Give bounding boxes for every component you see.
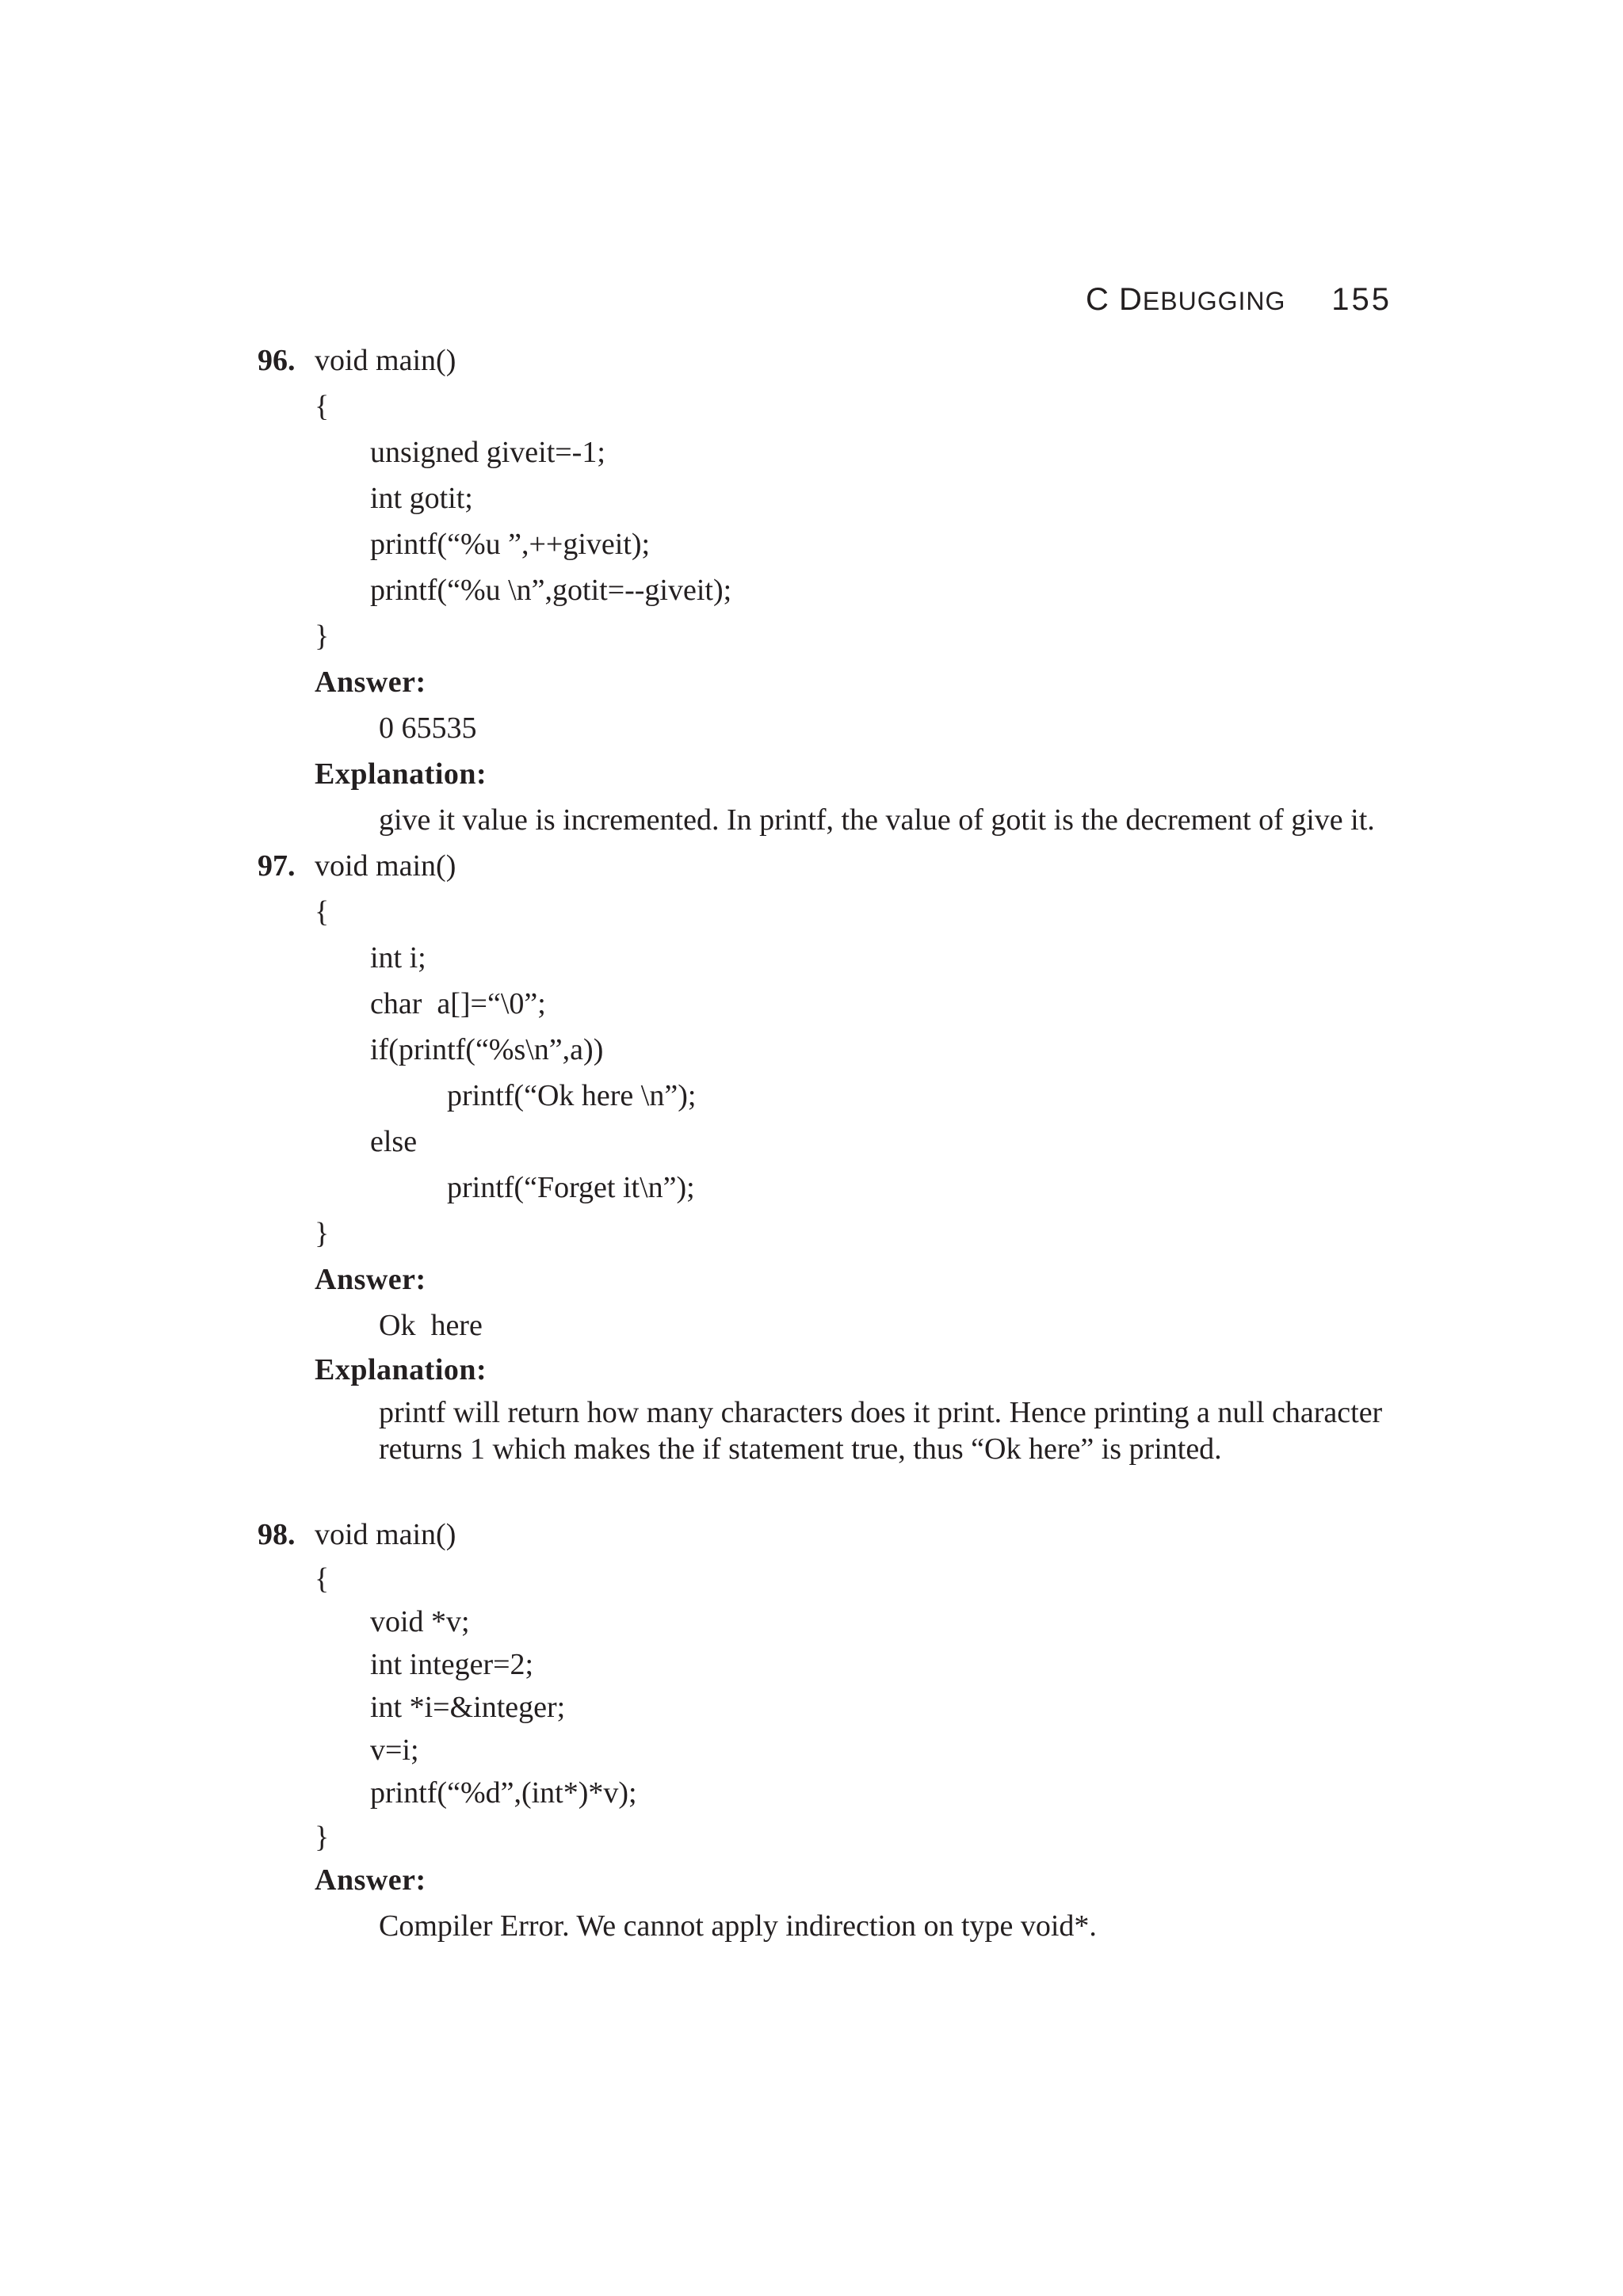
code-line: { bbox=[315, 895, 330, 929]
code-line: int integer=2; bbox=[370, 1648, 534, 1681]
code-line: { bbox=[315, 1562, 330, 1596]
running-header bbox=[1086, 276, 1392, 323]
chapter-title: C DEBUGGING bbox=[1086, 282, 1286, 317]
explanation-label: Explanation: bbox=[315, 757, 487, 791]
code-line: void main() bbox=[315, 344, 456, 377]
code-line: } bbox=[315, 1217, 330, 1250]
answer-label: Answer: bbox=[315, 666, 426, 699]
explanation-text: returns 1 which makes the if statement true, thus “Ok here” is printed. bbox=[379, 1432, 1222, 1466]
code-line: int gotit; bbox=[370, 482, 473, 515]
code-line: } bbox=[315, 620, 330, 653]
code-line: else bbox=[370, 1125, 418, 1158]
code-line: } bbox=[315, 1821, 330, 1854]
explanation-label: Explanation: bbox=[315, 1353, 487, 1386]
code-line: void main() bbox=[315, 1518, 456, 1551]
code-line: printf(“%u ”,++giveit); bbox=[370, 528, 651, 561]
code-line: int i; bbox=[370, 941, 426, 974]
code-line: printf(“Ok here \n”); bbox=[447, 1079, 697, 1112]
code-line: { bbox=[315, 390, 330, 423]
explanation-text: give it value is incremented. In printf, the value of gotit is the decrement of give it. bbox=[379, 803, 1375, 837]
code-line: void main() bbox=[315, 849, 456, 883]
question-number: 98. bbox=[258, 1518, 296, 1551]
answer-text: 0 65535 bbox=[379, 711, 477, 745]
answer-text: Compiler Error. We cannot apply indirection on type void*. bbox=[379, 1909, 1097, 1943]
code-line: unsigned giveit=-1; bbox=[370, 436, 605, 469]
code-line: printf(“%d”,(int*)*v); bbox=[370, 1776, 637, 1810]
answer-text: Ok here bbox=[379, 1309, 483, 1342]
code-line: void *v; bbox=[370, 1605, 470, 1638]
answer-label: Answer: bbox=[315, 1263, 426, 1296]
question-number: 96. bbox=[258, 344, 296, 377]
answer-label: Answer: bbox=[315, 1863, 426, 1897]
code-line: printf(“Forget it\n”); bbox=[447, 1171, 695, 1204]
code-line: char a[]=“\0”; bbox=[370, 987, 546, 1020]
page-number: 155 bbox=[1331, 282, 1392, 317]
code-line: int *i=&integer; bbox=[370, 1691, 566, 1724]
code-line: printf(“%u \n”,gotit=--giveit); bbox=[370, 574, 732, 607]
explanation-text: printf will return how many characters does it print. Hence printing a null character bbox=[379, 1396, 1383, 1429]
question-number: 97. bbox=[258, 849, 296, 883]
code-line: if(printf(“%s\n”,a)) bbox=[370, 1033, 604, 1066]
code-line: v=i; bbox=[370, 1733, 419, 1767]
